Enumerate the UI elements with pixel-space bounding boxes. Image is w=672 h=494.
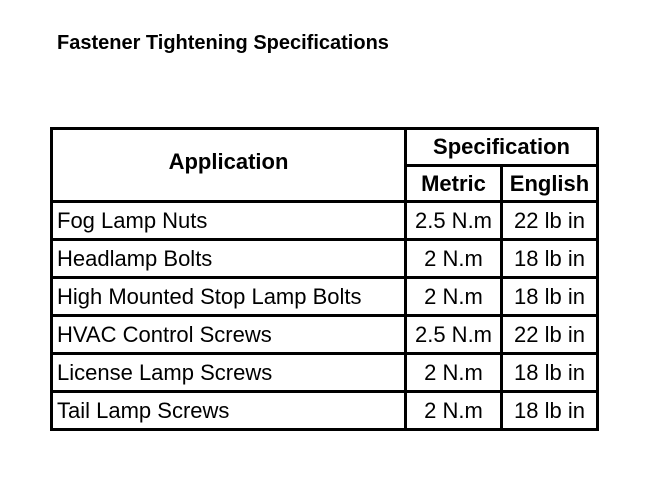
table-row <box>52 240 598 278</box>
cell-metric: 2 N.m <box>406 278 502 316</box>
header-english: English <box>502 166 598 202</box>
cell-metric: 2.5 N.m <box>406 316 502 354</box>
cell-english: 22 lb in <box>502 316 598 354</box>
table-row <box>52 354 598 392</box>
cell-metric: 2 N.m <box>406 354 502 392</box>
cell-english: 18 lb in <box>502 278 598 316</box>
cell-english: 22 lb in <box>502 202 598 240</box>
cell-metric: 2 N.m <box>406 392 502 430</box>
table-row <box>52 278 598 316</box>
cell-application: Tail Lamp Screws <box>52 392 406 430</box>
cell-english: 18 lb in <box>502 354 598 392</box>
cell-english: 18 lb in <box>502 240 598 278</box>
cell-metric: 2.5 N.m <box>406 202 502 240</box>
cell-application: HVAC Control Screws <box>52 316 406 354</box>
table-row <box>52 202 598 240</box>
header-metric: Metric <box>406 166 502 202</box>
table-header-row <box>52 129 598 166</box>
cell-application: Headlamp Bolts <box>52 240 406 278</box>
document-title: Fastener Tightening Specifications <box>57 32 389 54</box>
cell-metric: 2 N.m <box>406 240 502 278</box>
cell-application: License Lamp Screws <box>52 354 406 392</box>
table-row <box>52 316 598 354</box>
header-specification: Specification <box>406 129 598 166</box>
cell-application: Fog Lamp Nuts <box>52 202 406 240</box>
fastener-spec-table <box>50 127 599 431</box>
table-row <box>52 392 598 430</box>
cell-application: High Mounted Stop Lamp Bolts <box>52 278 406 316</box>
cell-english: 18 lb in <box>502 392 598 430</box>
header-application: Application <box>52 129 406 202</box>
